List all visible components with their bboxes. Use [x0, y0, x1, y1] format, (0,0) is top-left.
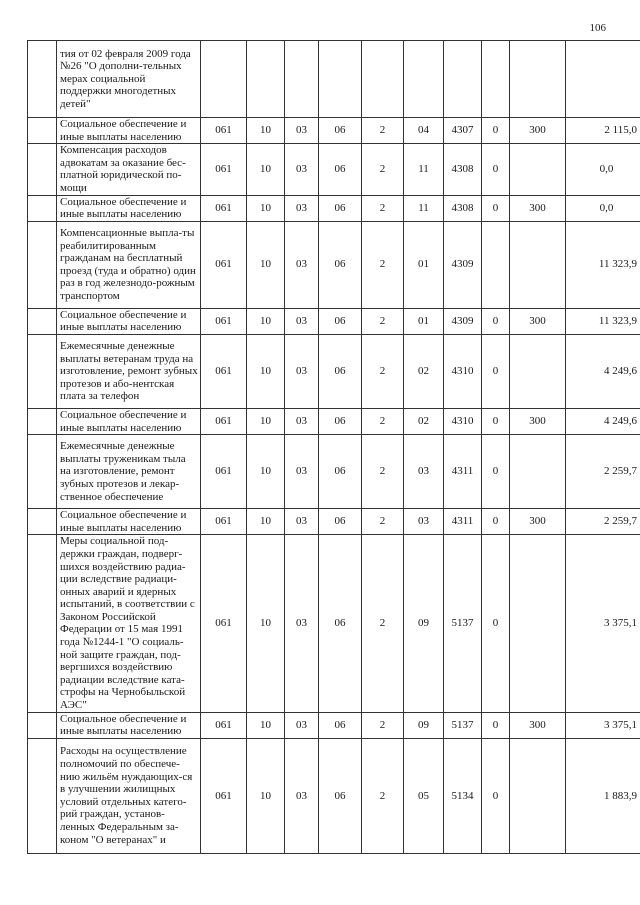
subprogram-cell: 2: [362, 435, 404, 509]
section-cell: 10: [247, 118, 285, 144]
section-cell: 10: [247, 535, 285, 712]
expense-name-cell: Ежемесячные денежные выплаты труженикам тыла на изготовление, ремонт зубных протезов и лекар-ственное обеспечение: [57, 435, 201, 509]
blank-cell: [28, 308, 57, 334]
expense-name-cell: Социальное обеспечение и иные выплаты населению: [57, 118, 201, 144]
subprogram-cell: 2: [362, 118, 404, 144]
blank-cell: [28, 334, 57, 408]
code-cell: 0: [482, 535, 510, 712]
blank-cell: [28, 738, 57, 853]
blank-cell: [28, 195, 57, 221]
expense-type-cell: [510, 144, 566, 195]
table-row: [28, 195, 640, 221]
blank-cell: [28, 408, 57, 434]
subprogram-cell: 2: [362, 221, 404, 308]
code-cell: [482, 221, 510, 308]
expense-type-cell: [510, 738, 566, 853]
program-cell: 06: [319, 408, 362, 434]
budget-table: [27, 40, 640, 854]
program-cell: 06: [319, 738, 362, 853]
subsection-cell: [285, 41, 319, 118]
subprogram-cell: 2: [362, 509, 404, 535]
ministry-code-cell: 061: [201, 144, 247, 195]
table-row: [28, 41, 640, 118]
amount-cell: 1 883,9: [566, 738, 640, 853]
page-number: 106: [589, 22, 606, 34]
expense-type-cell: [510, 334, 566, 408]
expense-type-cell: [510, 535, 566, 712]
subsection-cell: 03: [285, 712, 319, 738]
ministry-code-cell: 061: [201, 738, 247, 853]
program-cell: 06: [319, 712, 362, 738]
program-cell: 06: [319, 535, 362, 712]
section-cell: 10: [247, 509, 285, 535]
amount-cell: 3 375,1: [566, 535, 640, 712]
code-cell: 0: [482, 509, 510, 535]
code-cell: [482, 41, 510, 118]
amount-cell: 0,0: [566, 195, 640, 221]
program-cell: [319, 41, 362, 118]
program-cell: 06: [319, 195, 362, 221]
direction-code-cell: [444, 41, 482, 118]
subprogram-cell: 2: [362, 308, 404, 334]
expense-type-cell: [510, 435, 566, 509]
code-cell: 0: [482, 738, 510, 853]
ministry-code-cell: 061: [201, 509, 247, 535]
table-body: [28, 41, 640, 854]
table-row: [28, 509, 640, 535]
expense-type-cell: 300: [510, 408, 566, 434]
subsection-cell: 03: [285, 118, 319, 144]
direction-code-cell: 5137: [444, 712, 482, 738]
direction-code-cell: 4311: [444, 435, 482, 509]
subsection-cell: 03: [285, 435, 319, 509]
expense-name-cell: Ежемесячные денежные выплаты ветеранам труда на изготовление, ремонт зубных протезов и або-нентская плата за телефон: [57, 334, 201, 408]
code-cell: 0: [482, 435, 510, 509]
table-row: [28, 334, 640, 408]
expense-type-cell: 300: [510, 509, 566, 535]
direction-code-cell: 4309: [444, 308, 482, 334]
event-cell: 01: [404, 221, 444, 308]
subsection-cell: 03: [285, 509, 319, 535]
expense-type-cell: 300: [510, 308, 566, 334]
expense-name-cell: Социальное обеспечение и иные выплаты населению: [57, 712, 201, 738]
expense-name-cell: Социальное обеспечение и иные выплаты населению: [57, 195, 201, 221]
subsection-cell: 03: [285, 308, 319, 334]
event-cell: 11: [404, 195, 444, 221]
program-cell: 06: [319, 144, 362, 195]
subsection-cell: 03: [285, 144, 319, 195]
table-row: [28, 118, 640, 144]
direction-code-cell: 4311: [444, 509, 482, 535]
section-cell: 10: [247, 738, 285, 853]
subsection-cell: 03: [285, 221, 319, 308]
subsection-cell: 03: [285, 408, 319, 434]
table-row: [28, 221, 640, 308]
subprogram-cell: 2: [362, 535, 404, 712]
ministry-code-cell: 061: [201, 308, 247, 334]
subprogram-cell: 2: [362, 195, 404, 221]
subsection-cell: 03: [285, 195, 319, 221]
subprogram-cell: 2: [362, 144, 404, 195]
direction-code-cell: 4308: [444, 144, 482, 195]
program-cell: 06: [319, 221, 362, 308]
section-cell: 10: [247, 195, 285, 221]
program-cell: 06: [319, 509, 362, 535]
expense-name-cell: Социальное обеспечение и иные выплаты населению: [57, 308, 201, 334]
amount-cell: 2 259,7: [566, 435, 640, 509]
section-cell: 10: [247, 712, 285, 738]
expense-type-cell: 300: [510, 118, 566, 144]
ministry-code-cell: 061: [201, 195, 247, 221]
table-row: [28, 308, 640, 334]
program-cell: 06: [319, 334, 362, 408]
event-cell: 04: [404, 118, 444, 144]
table-row: [28, 408, 640, 434]
code-cell: 0: [482, 334, 510, 408]
subprogram-cell: 2: [362, 408, 404, 434]
section-cell: [247, 41, 285, 118]
table-row: [28, 535, 640, 712]
subprogram-cell: 2: [362, 738, 404, 853]
direction-code-cell: 4309: [444, 221, 482, 308]
amount-cell: 4 249,6: [566, 408, 640, 434]
subsection-cell: 03: [285, 738, 319, 853]
blank-cell: [28, 535, 57, 712]
event-cell: 03: [404, 435, 444, 509]
table-row: [28, 738, 640, 853]
expense-name-cell: Социальное обеспечение и иные выплаты населению: [57, 509, 201, 535]
code-cell: 0: [482, 118, 510, 144]
subsection-cell: 03: [285, 535, 319, 712]
ministry-code-cell: 061: [201, 435, 247, 509]
expense-type-cell: 300: [510, 195, 566, 221]
subprogram-cell: 2: [362, 712, 404, 738]
code-cell: 0: [482, 195, 510, 221]
program-cell: 06: [319, 435, 362, 509]
table-row: [28, 144, 640, 195]
expense-name-cell: Расходы на осуществление полномочий по обеспече-нию жильём нуждающих-ся в улучшении жилищных условий отдельных катего-рий граждан, установ-ленных Федеральным за-коном "О ветеранах" и: [57, 738, 201, 853]
expense-type-cell: 300: [510, 712, 566, 738]
ministry-code-cell: 061: [201, 334, 247, 408]
event-cell: 02: [404, 334, 444, 408]
ministry-code-cell: [201, 41, 247, 118]
expense-type-cell: [510, 41, 566, 118]
event-cell: 05: [404, 738, 444, 853]
amount-cell: 2 259,7: [566, 509, 640, 535]
section-cell: 10: [247, 221, 285, 308]
event-cell: 03: [404, 509, 444, 535]
subprogram-cell: [362, 41, 404, 118]
direction-code-cell: 4308: [444, 195, 482, 221]
ministry-code-cell: 061: [201, 408, 247, 434]
ministry-code-cell: 061: [201, 221, 247, 308]
program-cell: 06: [319, 118, 362, 144]
event-cell: 01: [404, 308, 444, 334]
section-cell: 10: [247, 144, 285, 195]
amount-cell: 11 323,9: [566, 308, 640, 334]
expense-name-cell: Компенсационные выпла-ты реабилитированным гражданам на бесплатный проезд (туда и обратно) один раз в год железнодо-рожным транспортом: [57, 221, 201, 308]
event-cell: 09: [404, 712, 444, 738]
subsection-cell: 03: [285, 334, 319, 408]
expense-name-cell: Меры социальной под-держки граждан, подверг-шихся воздействию радиа-ции вследствие радиаци-онных аварий и ядерных испытаний, в соответствии с Законом Российской Федерации от 15 мая 1991 года №1244-1 "О социаль-ной защите граждан, под-вергшихся воздействию радиации вследствие ката-строфы на Чернобыльской АЭС": [57, 535, 201, 712]
expense-type-cell: [510, 221, 566, 308]
direction-code-cell: 5134: [444, 738, 482, 853]
blank-cell: [28, 41, 57, 118]
amount-cell: 0,0: [566, 144, 640, 195]
section-cell: 10: [247, 308, 285, 334]
amount-cell: 3 375,1: [566, 712, 640, 738]
program-cell: 06: [319, 308, 362, 334]
blank-cell: [28, 509, 57, 535]
blank-cell: [28, 221, 57, 308]
direction-code-cell: 4310: [444, 334, 482, 408]
ministry-code-cell: 061: [201, 118, 247, 144]
direction-code-cell: 4307: [444, 118, 482, 144]
section-cell: 10: [247, 408, 285, 434]
expense-name-cell: Компенсация расходов адвокатам за оказание бес-платной юридической по-мощи: [57, 144, 201, 195]
section-cell: 10: [247, 334, 285, 408]
code-cell: 0: [482, 712, 510, 738]
amount-cell: 4 249,6: [566, 334, 640, 408]
code-cell: 0: [482, 308, 510, 334]
ministry-code-cell: 061: [201, 535, 247, 712]
blank-cell: [28, 118, 57, 144]
event-cell: [404, 41, 444, 118]
direction-code-cell: 5137: [444, 535, 482, 712]
table-row: [28, 712, 640, 738]
subprogram-cell: 2: [362, 334, 404, 408]
amount-cell: 11 323,9: [566, 221, 640, 308]
table-row: [28, 435, 640, 509]
amount-cell: [566, 41, 640, 118]
event-cell: 09: [404, 535, 444, 712]
expense-name-cell: Социальное обеспечение и иные выплаты населению: [57, 408, 201, 434]
code-cell: 0: [482, 408, 510, 434]
code-cell: 0: [482, 144, 510, 195]
blank-cell: [28, 144, 57, 195]
section-cell: 10: [247, 435, 285, 509]
ministry-code-cell: 061: [201, 712, 247, 738]
event-cell: 02: [404, 408, 444, 434]
blank-cell: [28, 435, 57, 509]
amount-cell: 2 115,0: [566, 118, 640, 144]
direction-code-cell: 4310: [444, 408, 482, 434]
blank-cell: [28, 712, 57, 738]
expense-name-cell: тия от 02 февраля 2009 года №26 "О дополни-тельных мерах социальной поддержки многодетных детей": [57, 41, 201, 118]
event-cell: 11: [404, 144, 444, 195]
